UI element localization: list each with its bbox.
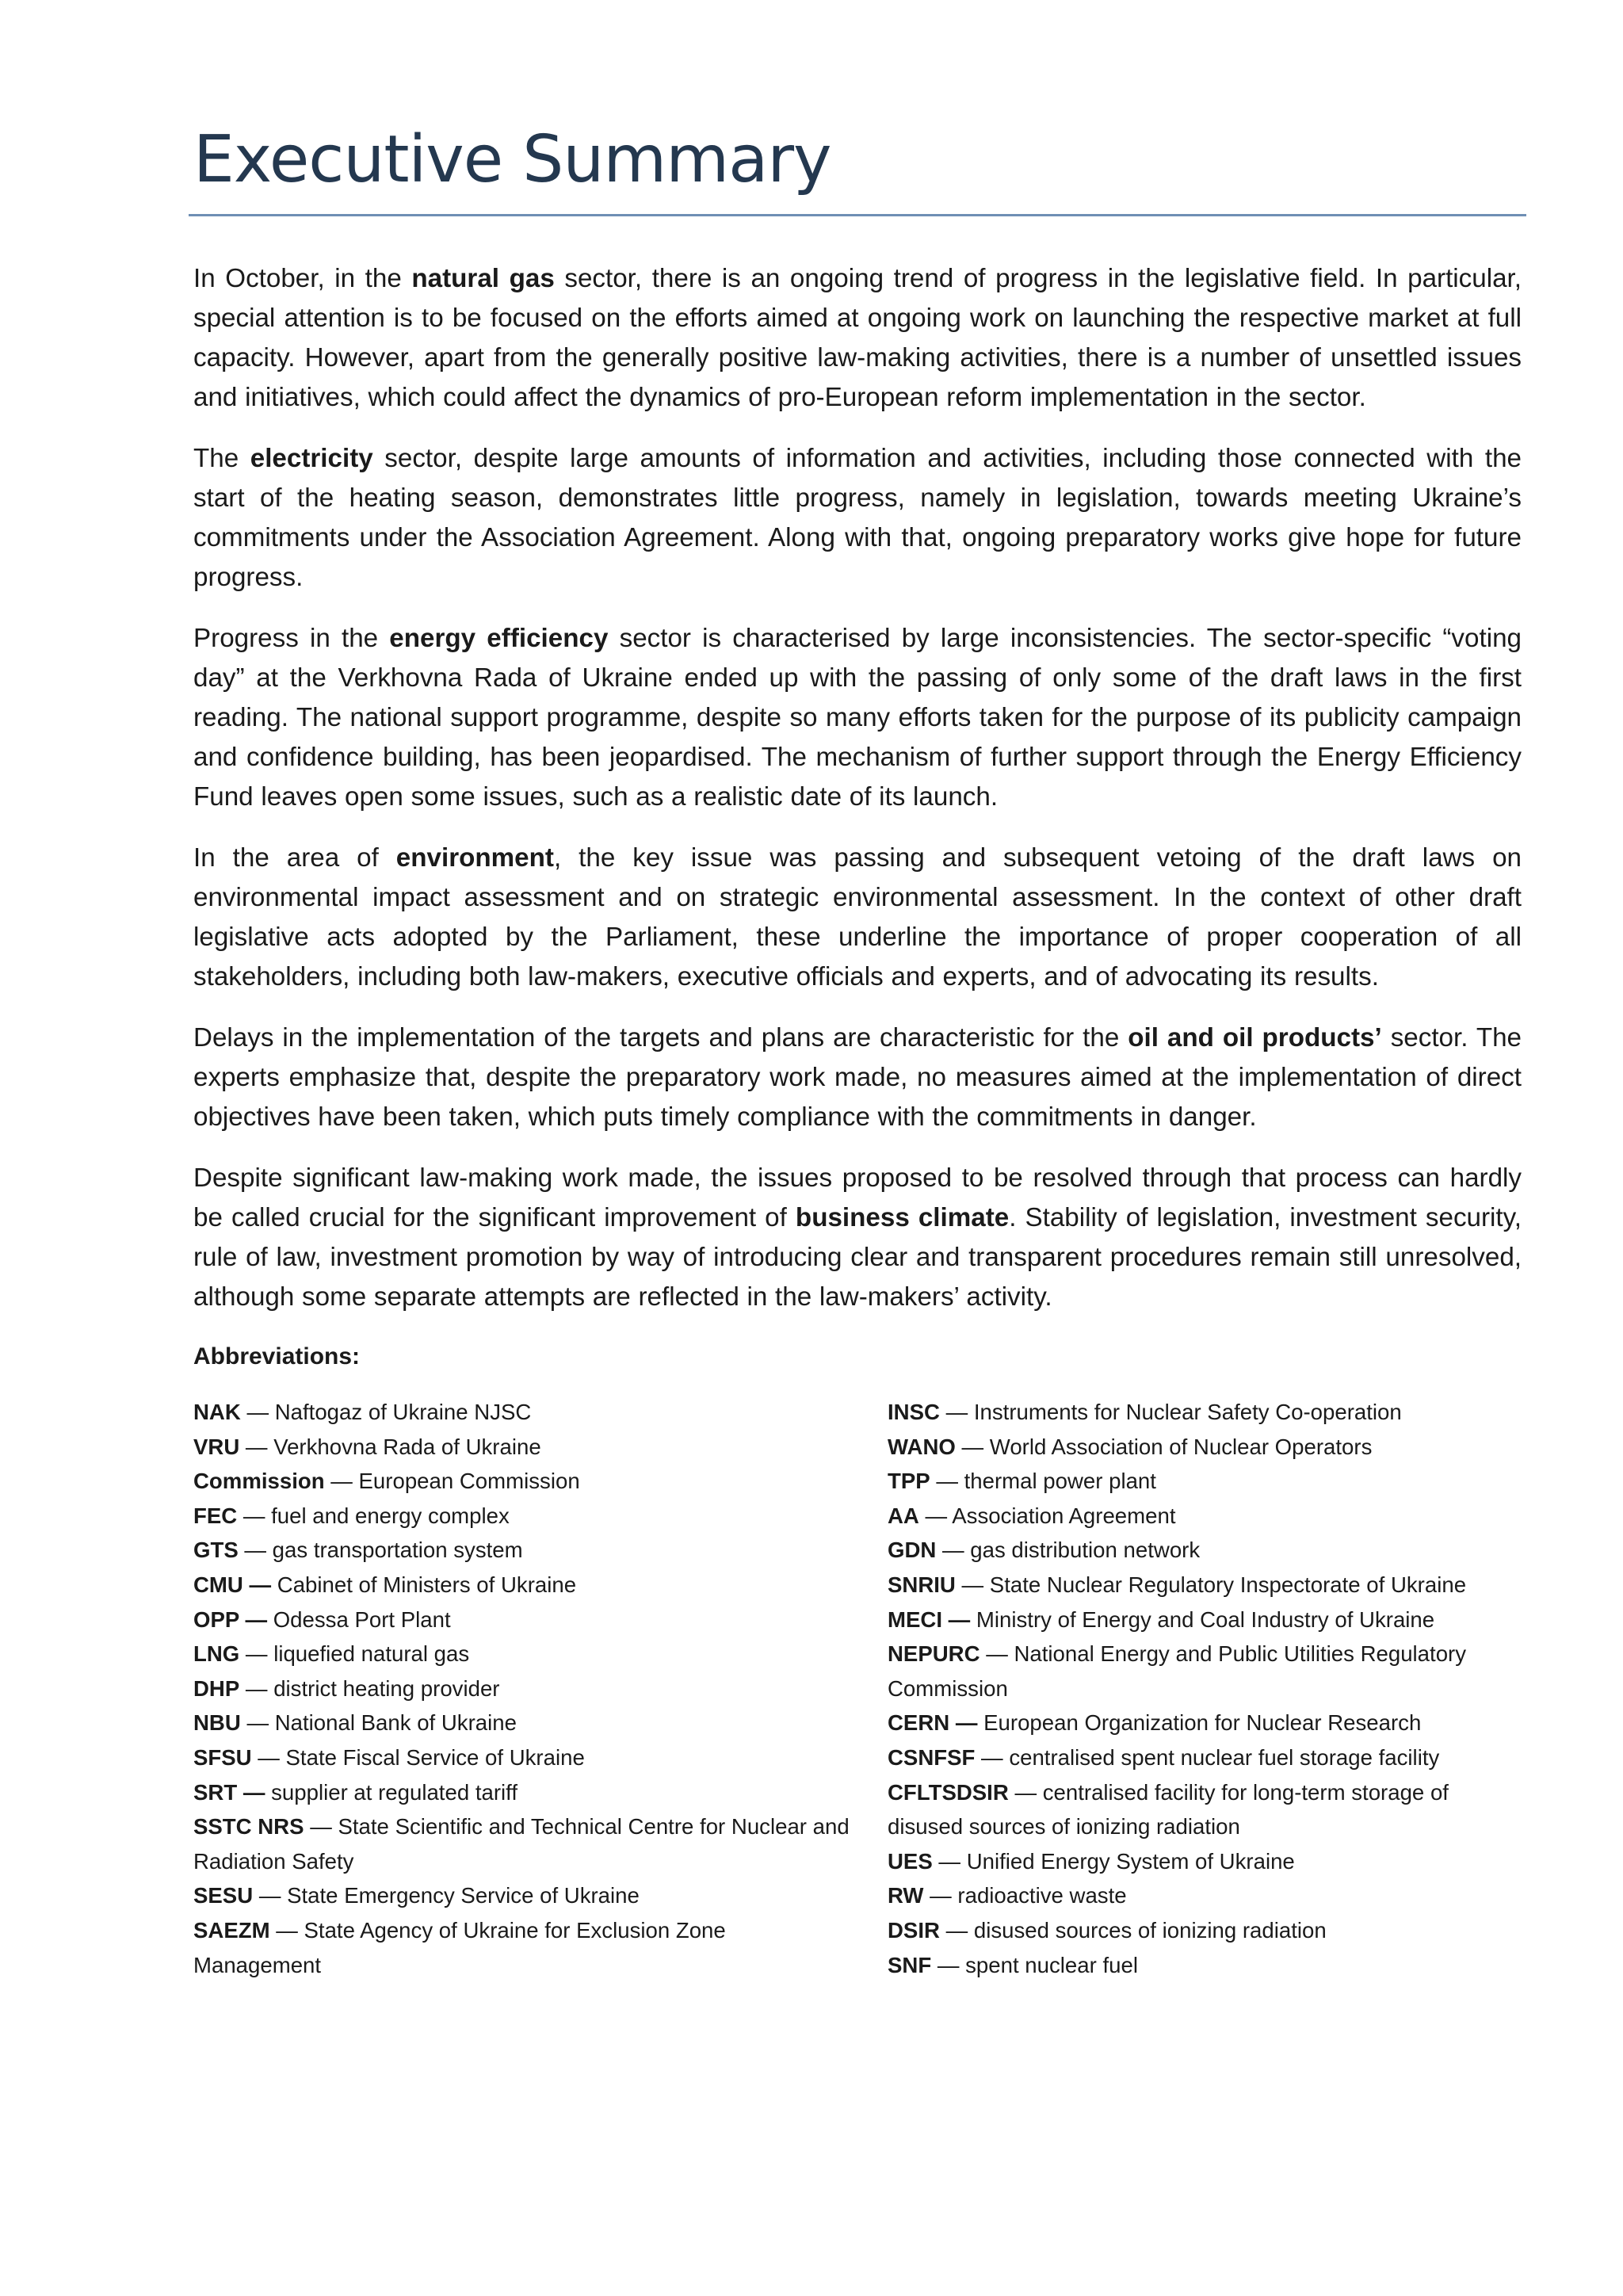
abbreviation-definition: European Organization for Nuclear Research <box>983 1710 1422 1736</box>
abbreviation-item <box>193 1395 851 1430</box>
sector-keyword: oil and oil products’ <box>1128 1023 1382 1052</box>
abbreviation-term: NAK <box>193 1400 241 1424</box>
abbreviation-term: GDN <box>888 1538 937 1563</box>
abbreviation-item <box>888 1464 1522 1499</box>
abbreviation-item <box>193 1913 851 1982</box>
abbreviation-item <box>888 1430 1522 1465</box>
abbreviation-definition: gas transportation system <box>272 1538 523 1563</box>
abbreviation-separator: — <box>939 1917 974 1943</box>
abbreviation-term: NEPURC <box>888 1641 980 1667</box>
abbreviation-separator: — <box>239 1641 274 1667</box>
abbreviation-definition: disused sources of ionizing radiation <box>973 1917 1327 1943</box>
abbreviation-definition: spent nuclear fuel <box>965 1952 1138 1977</box>
abbreviation-item <box>193 1499 851 1534</box>
abbreviation-separator: — <box>253 1883 288 1908</box>
abbreviation-separator: — <box>237 1503 272 1528</box>
abbreviation-term: VRU <box>193 1434 240 1459</box>
abbreviation-separator: — <box>936 1538 971 1563</box>
summary-paragraph <box>193 1159 1522 1317</box>
abbreviation-term: WANO <box>888 1434 956 1459</box>
abbreviation-separator <box>977 1710 983 1735</box>
abbreviation-term: SNF <box>888 1952 932 1977</box>
abbreviation-item <box>193 1878 851 1913</box>
abbreviation-definition: State Fiscal Service of Ukraine <box>285 1744 585 1770</box>
abbreviation-definition: World Association of Nuclear Operators <box>989 1434 1373 1459</box>
abbreviation-definition: National Energy and Public Utilities Regulatory Commission <box>888 1641 1467 1701</box>
abbreviation-item <box>888 1948 1522 1983</box>
abbreviation-term: UES <box>888 1848 933 1874</box>
abbreviation-definition: State Nuclear Regulatory Inspectorate of Ukraine <box>989 1572 1467 1597</box>
abbreviation-separator: — <box>240 1710 275 1736</box>
abbreviation-item <box>888 1395 1522 1430</box>
abbreviation-definition: thermal power plant <box>964 1469 1156 1494</box>
abbreviation-term: AA <box>888 1503 919 1528</box>
abbreviation-term: DHP <box>193 1675 240 1701</box>
abbreviation-term: SNRIU <box>888 1572 956 1597</box>
abbreviation-term: CERN — <box>888 1710 978 1736</box>
abbreviation-definition: State Agency of Ukraine for Exclusion Zone Management <box>193 1917 726 1977</box>
abbreviation-term: FEC <box>193 1503 238 1528</box>
abbreviation-term: TPP <box>888 1469 930 1494</box>
abbreviation-item <box>888 1740 1522 1775</box>
summary-paragraph <box>193 839 1522 997</box>
sector-keyword: natural gas <box>411 264 555 293</box>
abbreviation-item <box>888 1844 1522 1879</box>
abbreviation-term: CMU — <box>193 1572 272 1597</box>
abbreviation-term: SAEZM <box>193 1917 270 1943</box>
abbreviation-item <box>193 1603 851 1637</box>
abbreviation-definition: Verkhovna Rada of Ukraine <box>273 1434 541 1459</box>
abbreviation-separator: — <box>975 1744 1010 1770</box>
abbreviation-separator: — <box>955 1572 990 1597</box>
abbreviation-definition: district heating provider <box>273 1675 500 1701</box>
sector-keyword: business climate <box>795 1203 1010 1232</box>
abbreviation-definition: National Bank of Ukraine <box>274 1710 517 1736</box>
abbreviation-definition: Odessa Port Plant <box>273 1606 451 1632</box>
sector-keyword: environment <box>395 843 554 873</box>
abbreviation-separator: — <box>1008 1779 1043 1805</box>
abbreviation-term: LNG <box>193 1641 240 1667</box>
abbreviation-separator: — <box>239 1434 274 1459</box>
abbreviation-term: SSTC NRS <box>193 1814 304 1839</box>
abbreviation-separator: — <box>324 1469 359 1494</box>
abbreviation-item <box>193 1464 851 1499</box>
abbreviation-separator: — <box>980 1641 1014 1667</box>
abbreviations-column-left <box>193 1395 851 1982</box>
abbreviations-list <box>193 1395 1522 1982</box>
abbreviation-separator <box>265 1780 271 1805</box>
abbreviation-definition: radioactive waste <box>957 1883 1127 1908</box>
abbreviation-separator: — <box>918 1503 953 1528</box>
paragraph-text: sector is characterised by large inconsistencies. The sector-specific “voting day” at the Verkhovna Rada of Ukraine ended up with the passing of only some of the draft laws in the first reading. The national support programme, despite so many efforts taken for the purpose of its publicity campaign and confidence building, has been jeopardised. The mechanism of further support through the Energy Efficiency Fund leaves open some issues, such as a realistic date of its launch. <box>193 624 1522 812</box>
abbreviation-term: NBU <box>193 1710 241 1736</box>
abbreviation-item <box>193 1637 851 1671</box>
abbreviation-item <box>888 1706 1522 1740</box>
abbreviation-separator <box>271 1572 277 1597</box>
abbreviation-item <box>193 1809 851 1878</box>
abbreviation-definition: liquefied natural gas <box>273 1641 470 1667</box>
abbreviation-term: Commission <box>193 1469 325 1494</box>
abbreviation-definition: centralised spent nuclear fuel storage facility <box>1009 1744 1440 1770</box>
abbreviation-item <box>888 1913 1522 1948</box>
abbreviation-definition: supplier at regulated tariff <box>271 1779 517 1805</box>
abbreviation-item <box>888 1775 1522 1844</box>
abbreviation-item <box>193 1430 851 1465</box>
abbreviations-heading: Abbreviations: <box>193 1343 361 1370</box>
sector-keyword: energy efficiency <box>389 624 609 653</box>
abbreviation-separator: — <box>931 1952 966 1977</box>
abbreviation-item <box>193 1671 851 1706</box>
abbreviation-separator <box>970 1607 976 1632</box>
abbreviation-definition: Cabinet of Ministers of Ukraine <box>277 1572 577 1597</box>
abbreviation-term: GTS <box>193 1538 239 1563</box>
abbreviation-separator: — <box>939 1400 974 1424</box>
summary-paragraph <box>193 619 1522 817</box>
paragraph-text: , the key issue was passing and subsequent vetoing of the draft laws on environmental impact assessment and on strategic environmental assessment. In the context of other draft legislative acts adopted by the Parliament, these underline the importance of proper cooperation of all stakeholders, including both law-makers, executive officials and experts, and of advocating its results. <box>193 843 1522 991</box>
abbreviation-term: SRT — <box>193 1779 265 1805</box>
abbreviation-item <box>888 1637 1522 1706</box>
page-title: Executive Summary <box>193 122 831 197</box>
abbreviation-definition: gas distribution network <box>970 1538 1201 1563</box>
paragraph-text: Progress in the <box>193 624 390 653</box>
abbreviation-term: CFLTSDSIR <box>888 1779 1009 1805</box>
abbreviation-item <box>193 1706 851 1740</box>
abbreviation-separator: — <box>269 1917 304 1943</box>
abbreviation-item <box>193 1775 851 1810</box>
abbreviation-item <box>888 1878 1522 1913</box>
abbreviation-separator: — <box>923 1883 958 1908</box>
paragraph-text: The <box>193 444 250 473</box>
abbreviation-item <box>193 1533 851 1568</box>
abbreviation-separator: — <box>930 1469 964 1494</box>
paragraph-text: Delays in the implementation of the targets and plans are characteristic for the <box>193 1023 1128 1052</box>
abbreviation-definition: State Emergency Service of Ukraine <box>287 1883 640 1908</box>
abbreviation-term: RW <box>888 1883 924 1908</box>
summary-paragraph <box>193 259 1522 418</box>
abbreviation-term: DSIR <box>888 1917 940 1943</box>
abbreviation-separator: — <box>238 1538 273 1563</box>
abbreviation-term: MECI — <box>888 1606 971 1632</box>
paragraph-text: In October, in the <box>193 264 412 293</box>
paragraph-text: In the area of <box>193 843 396 873</box>
abbreviation-item <box>888 1533 1522 1568</box>
summary-body <box>193 259 1522 1317</box>
abbreviation-separator: — <box>932 1848 967 1874</box>
summary-paragraph <box>193 439 1522 598</box>
sector-keyword: electricity <box>250 444 373 473</box>
abbreviation-separator <box>267 1607 273 1632</box>
abbreviation-separator: — <box>955 1434 990 1459</box>
abbreviation-separator: — <box>240 1400 275 1424</box>
paragraph-text: . Stability of legislation, investment security, rule of law, investment promotion by way of introducing clear and transparent procedures remain still unresolved, although some separate attempts are reflected in the law-makers’ activity. <box>193 1203 1522 1312</box>
paragraph-text: sector, despite large amounts of information and activities, including those connected with the start of the heating season, demonstrates little progress, namely in legislation, towards meeting Ukraine’s commitments under the Association Agreement. Along with that, ongoing preparatory works give hope for future progress. <box>193 444 1522 592</box>
abbreviation-definition: fuel and energy complex <box>271 1503 510 1528</box>
abbreviation-term: SESU <box>193 1883 254 1908</box>
paragraph-text: sector, there is an ongoing trend of progress in the legislative field. In particular, special attention is to be focused on the efforts aimed at ongoing work on launching the respective market at full capacity. However, apart from the generally positive law-making activities, there is a number of unsettled issues and initiatives, which could affect the dynamics of pro-European reform implementation in the sector. <box>193 264 1522 412</box>
abbreviation-definition: Naftogaz of Ukraine NJSC <box>274 1400 532 1424</box>
abbreviation-definition: Association Agreement <box>952 1503 1176 1528</box>
paragraph-text: Despite significant law-making work made, the issues proposed to be resolved through that process can hardly be called crucial for the significant improvement of <box>193 1163 1522 1232</box>
abbreviation-term: OPP — <box>193 1606 268 1632</box>
title-underline <box>189 214 1526 216</box>
abbreviation-item <box>888 1603 1522 1637</box>
summary-paragraph <box>193 1018 1522 1137</box>
abbreviation-separator: — <box>304 1814 338 1839</box>
abbreviation-definition: State Scientific and Technical Centre for Nuclear and Radiation Safety <box>193 1814 850 1874</box>
abbreviation-definition: Instruments for Nuclear Safety Co-operation <box>973 1400 1402 1424</box>
abbreviation-term: INSC <box>888 1400 940 1424</box>
abbreviation-separator: — <box>251 1744 286 1770</box>
abbreviation-item <box>193 1740 851 1775</box>
abbreviation-definition: European Commission <box>358 1469 580 1494</box>
abbreviation-item <box>888 1568 1522 1603</box>
abbreviation-item <box>888 1499 1522 1534</box>
abbreviation-definition: centralised facility for long-term storage of disused sources of ionizing radiation <box>888 1779 1449 1839</box>
abbreviations-column-right <box>888 1395 1522 1982</box>
abbreviation-separator: — <box>239 1675 274 1701</box>
abbreviation-definition: Unified Energy System of Ukraine <box>966 1848 1295 1874</box>
abbreviation-item <box>193 1568 851 1603</box>
abbreviation-term: CSNFSF <box>888 1744 976 1770</box>
abbreviation-term: SFSU <box>193 1744 252 1770</box>
abbreviation-definition: Ministry of Energy and Coal Industry of Ukraine <box>976 1606 1435 1632</box>
paragraph-text: sector. The experts emphasize that, despite the preparatory work made, no measures aimed at the implementation of direct objectives have been taken, which puts timely compliance with the commitments in danger. <box>193 1023 1522 1132</box>
